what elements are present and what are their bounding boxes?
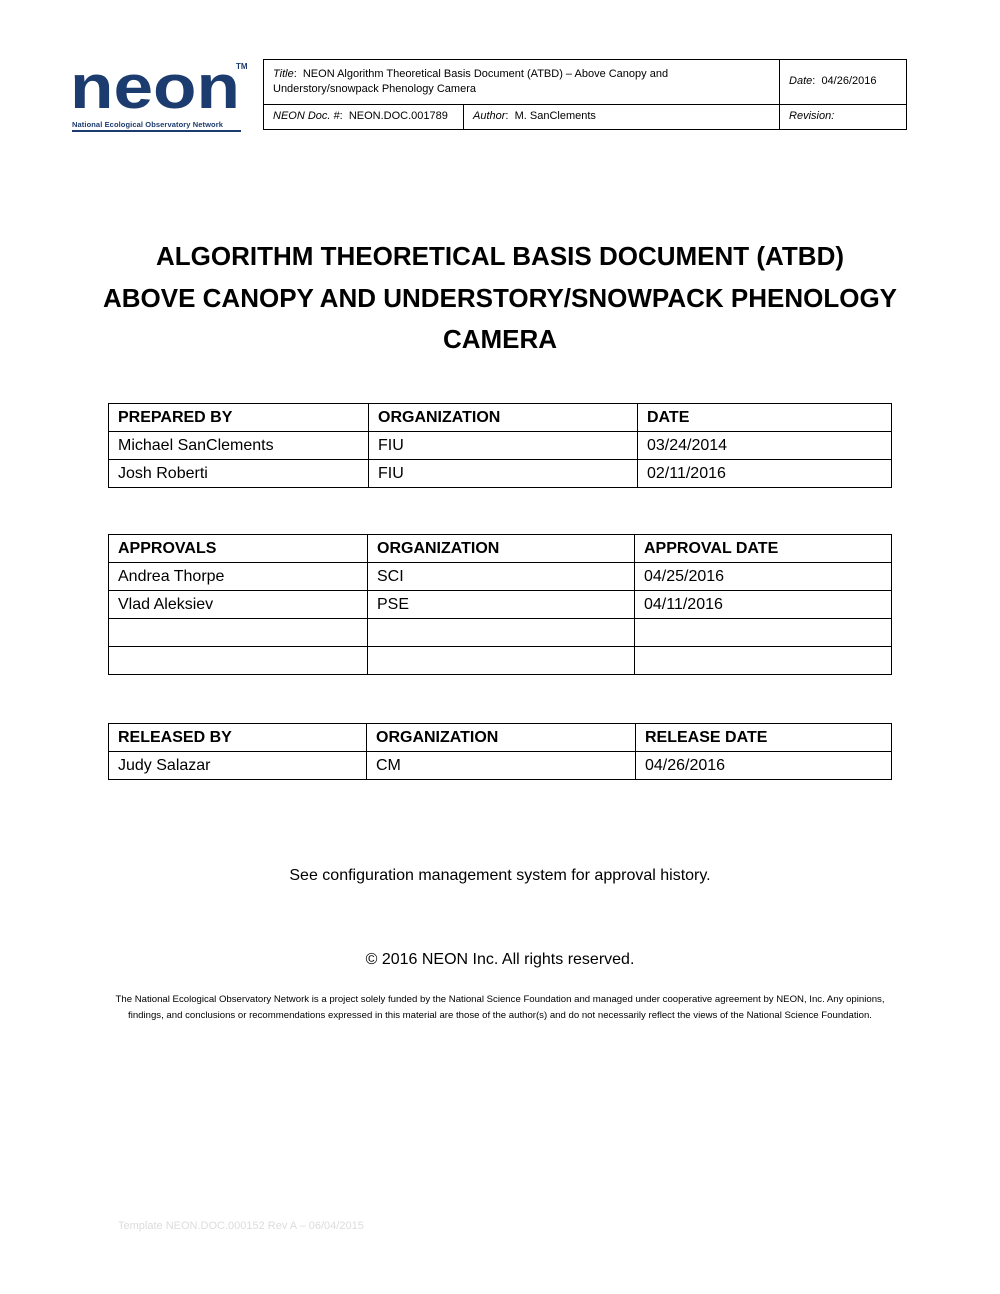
column-header: ORGANIZATION [367,724,636,752]
date-value: 04/26/2016 [821,75,877,88]
neon-logo [70,53,248,132]
table-cell [635,619,892,647]
header-date-cell: Date: 04/26/2016 [780,60,907,105]
table-cell: 04/26/2016 [636,752,892,780]
table-cell: 03/24/2014 [638,432,892,460]
logo-tagline: National Ecological Observatory Network [72,120,224,129]
column-header: APPROVALS [109,535,368,563]
column-header: PREPARED BY [109,404,369,432]
table-cell: 02/11/2016 [638,460,892,488]
table-cell: FIU [369,432,638,460]
column-header: RELEASED BY [109,724,367,752]
table-header-row [109,535,892,563]
nsf-disclaimer: The National Ecological Observatory Network is a project solely funded by the National Science Foundation and managed under cooperative agreement by NEON, Inc. Any opinions, findings, and conclusions or recommendations expressed in this material are those of the author(s) and do not necessarily reflect the views of the National Science Foundation. [115,994,885,1021]
table-cell [109,647,368,675]
title-value: NEON Algorithm Theoretical Basis Document (ATBD) – Above Canopy and Understory/snowpack Phenology Camera [273,67,669,95]
table-header-row [109,404,892,432]
column-header: APPROVAL DATE [635,535,892,563]
table-cell: CM [367,752,636,780]
table-cell: 04/25/2016 [635,563,892,591]
date-label: Date [789,75,813,88]
column-header: ORGANIZATION [368,535,635,563]
header-row-1 [264,60,907,105]
title-line-1: ALGORITHM THEORETICAL BASIS DOCUMENT (ATBD) [156,241,844,271]
document-title [0,236,1000,361]
column-header: ORGANIZATION [369,404,638,432]
doc-number-label: NEON Doc. # [273,110,340,123]
table-row [109,647,892,675]
column-header: RELEASE DATE [636,724,892,752]
approvals-table [108,534,892,675]
author-label: Author [473,110,506,123]
table-cell: Josh Roberti [109,460,369,488]
table-cell: PSE [368,591,635,619]
copyright-notice: © 2016 NEON Inc. All rights reserved. [365,951,635,968]
table-row [109,619,892,647]
table-cell: Michael SanClements [109,432,369,460]
title-line-2: ABOVE CANOPY AND UNDERSTORY/SNOWPACK PHENOLOGY [102,282,898,313]
prepared-by-table [108,403,892,488]
table-row [109,460,892,488]
config-management-note: See configuration management system for approval history. [289,867,711,884]
table-cell [368,619,635,647]
neon-wordmark: neon [70,53,240,122]
table-cell [109,619,368,647]
table-row [109,591,892,619]
released-by-table [108,723,892,780]
title-label: Title [273,67,294,80]
doc-number-value: NEON.DOC.001789 [348,110,448,123]
revision-label: Revision: [789,110,835,123]
header-revision-cell [780,104,907,129]
header-title-cell: Title: NEON Algorithm Theoretical Basis Document (ATBD) – Above Canopy and Understory/snowpack Phenology Camera [264,60,780,105]
header-row-2 [264,104,907,129]
template-footer: Template NEON.DOC.000152 Rev A – 06/04/2015 [118,1220,364,1232]
table-row [109,563,892,591]
table-cell: Vlad Aleksiev [109,591,368,619]
logo-underline [72,130,241,132]
table-cell [368,647,635,675]
table-cell: FIU [369,460,638,488]
header-doc-cell: NEON Doc. #: NEON.DOC.001789 [264,104,464,129]
column-header: DATE [638,404,892,432]
table-cell: Andrea Thorpe [109,563,368,591]
table-cell: SCI [368,563,635,591]
header-author-cell: Author: M. SanClements [464,104,780,129]
table-cell [635,647,892,675]
author-value: M. SanClements [514,110,596,123]
table-cell: 04/11/2016 [635,591,892,619]
table-row [109,752,892,780]
neon-logo-mark [70,53,248,122]
title-line-3: CAMERA [442,324,558,354]
document-header-table [263,59,907,130]
table-row [109,432,892,460]
trademark-symbol: TM [236,62,248,71]
table-cell: Judy Salazar [109,752,367,780]
table-header-row [109,724,892,752]
